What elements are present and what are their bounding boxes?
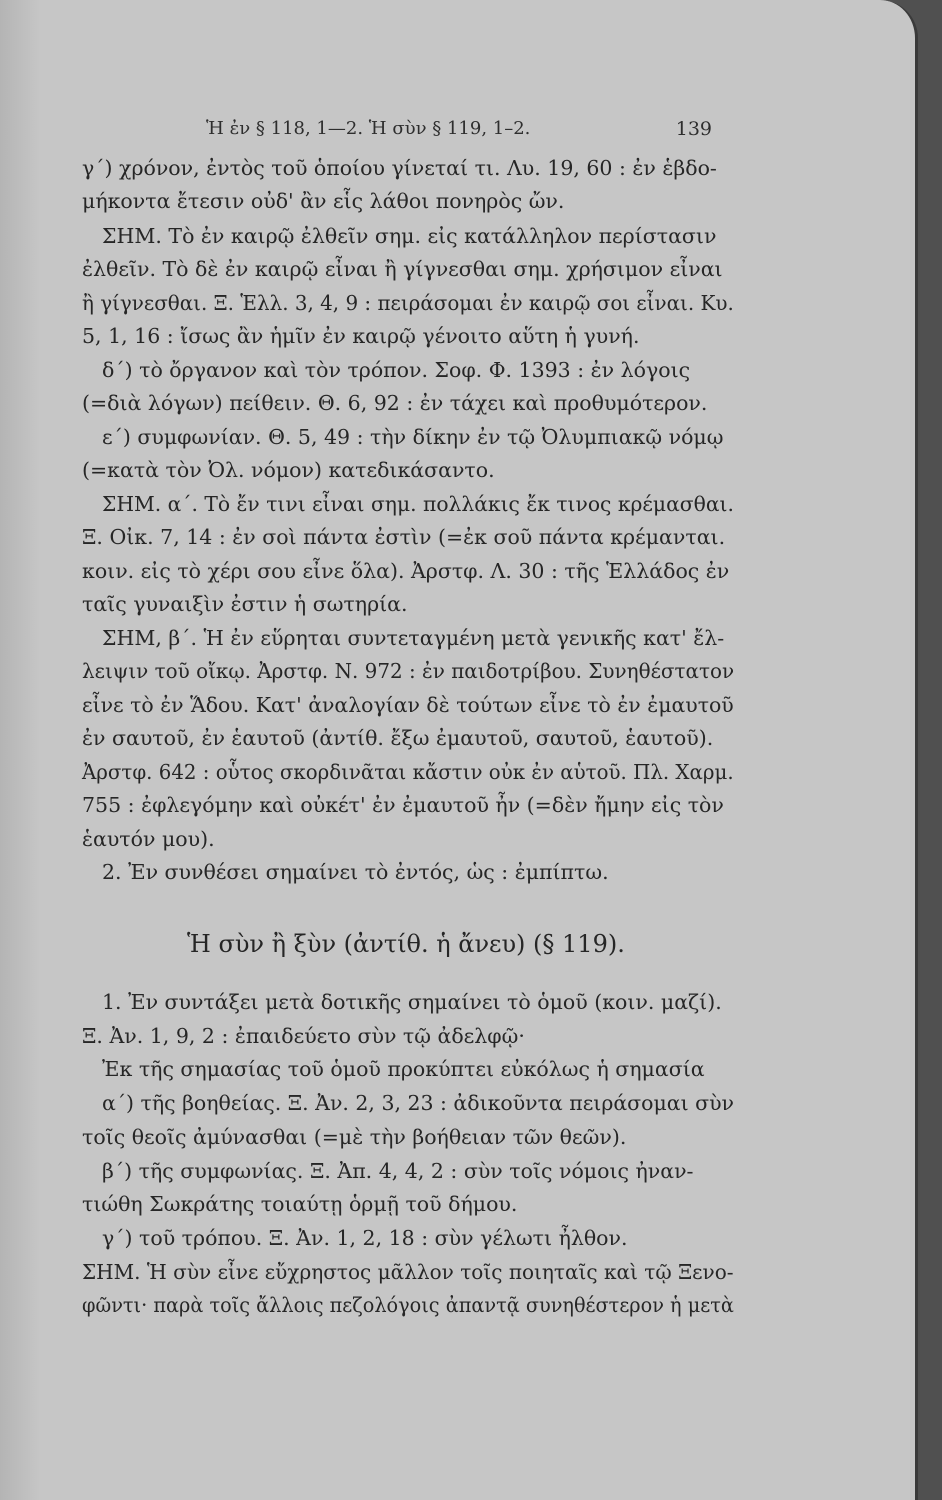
- text-line: τοῖς θεοῖς ἀμύνασθαι (=μὲ τὴν βοήθειαν τῶν θεῶν).: [82, 1125, 627, 1149]
- text-line: γ΄) χρόνον, ἐντὸς τοῦ ὁποίου γίνεταί τι. Λυ. 19, 60 : ἐν ἑβδο-: [82, 156, 717, 180]
- text-line: (=διὰ λόγων) πείθειν. Θ. 6, 92 : ἐν τάχει καὶ προθυμότερον.: [82, 391, 708, 415]
- text-line: κοιν. εἰς τὸ χέρι σου εἶνε ὅλα). Ἀρστφ. Λ. 30 : τῆς Ἑλλάδος ἐν: [82, 559, 730, 583]
- text-line: ταῖς γυναιξὶν ἐστιν ἡ σωτηρία.: [82, 592, 408, 616]
- text-line: ἢ γίγνεσθαι. Ξ. Ἑλλ. 3, 4, 9 : πειράσομαι ἐν καιρῷ σοι εἶναι. Κυ.: [82, 291, 734, 315]
- text-line: ΣΗΜ. α΄. Τὸ ἔν τινι εἶναι σημ. πολλάκις ἔκ τινος κρέμασθαι.: [102, 492, 734, 516]
- text-line: φῶντι· παρὰ τοῖς ἄλλοις πεζολόγοις ἀπαντᾷ συνηθέστερον ἡ μετὰ: [82, 1293, 734, 1317]
- text-line: Ξ. Ἀν. 1, 9, 2 : ἐπαιδεύετο σὺν τῷ ἀδελφῷ·: [82, 1024, 525, 1048]
- text-line: ἐν σαυτοῦ, ἐν ἑαυτοῦ (ἀντίθ. ἔξω ἐμαυτοῦ, σαυτοῦ, ἑαυτοῦ).: [82, 726, 714, 750]
- text-line: λειψιν τοῦ οἴκῳ. Ἀρστφ. Ν. 972 : ἐν παιδοτρίβου. Συνηθέστατον: [82, 659, 735, 683]
- text-line: ἐλθεῖν. Τὸ δὲ ἐν καιρῷ εἶναι ἢ γίγνεσθαι σημ. χρήσιμον εἶναι: [82, 257, 723, 281]
- text-line: τιώθη Σωκράτης τοιαύτῃ ὁρμῇ τοῦ δήμου.: [82, 1192, 518, 1216]
- text-line: δ΄) τὸ ὄργανον καὶ τὸν τρόπον. Σοφ. Φ. 1393 : ἐν λόγοις: [102, 358, 691, 382]
- text-line: ΣΗΜ. Ἡ σὺν εἶνε εὔχρηστος μᾶλλον τοῖς ποιηταῖς καὶ τῷ Ξενο-: [82, 1260, 734, 1284]
- page-number: 139: [675, 118, 712, 140]
- text-line: (=κατὰ τὸν Ὀλ. νόμον) κατεδικάσαντο.: [82, 458, 495, 482]
- text-line: Ἀρστφ. 642 : οὗτος σκορδινᾶται κἄστιν οὐκ ἐν αὑτοῦ. Πλ. Χαρμ.: [82, 760, 734, 784]
- page-header: [82, 118, 712, 148]
- text-line: ΣΗΜ. Τὸ ἐν καιρῷ ἐλθεῖν σημ. εἰς κατάλληλον περίστασιν: [102, 224, 717, 248]
- text-line: Ξ. Οἰκ. 7, 14 : ἐν σοὶ πάντα ἐστὶν (=ἐκ σοῦ πάντα κρέμανται.: [82, 525, 726, 549]
- text-line: 1. Ἐν συντάξει μετὰ δοτικῆς σημαίνει τὸ ὁμοῦ (κοιν. μαζί).: [102, 990, 722, 1014]
- section-heading: Ἡ σὺν ἢ ξὺν (ἀντίθ. ἡ ἄνευ) (§ 119).: [187, 930, 625, 958]
- text-line: β΄) τῆς συμφωνίας. Ξ. Ἀπ. 4, 4, 2 : σὺν τοῖς νόμοις ἠναν-: [102, 1159, 694, 1183]
- text-line: 755 : ἐφλεγόμην καὶ οὐκέτ' ἐν ἐμαυτοῦ ἦν (=δὲν ἤμην εἰς τὸν: [82, 793, 724, 817]
- text-line: Ἐκ τῆς σημασίας τοῦ ὁμοῦ προκύπτει εὐκόλως ἡ σημασία: [102, 1057, 705, 1081]
- text-line: ΣΗΜ, β΄. Ἡ ἐν εὕρηται συντεταγμένη μετὰ γενικῆς κατ' ἔλ-: [102, 626, 725, 650]
- text-line: ε΄) συμφωνίαν. Θ. 5, 49 : τὴν δίκην ἐν τῷ Ὀλυμπιακῷ νόμῳ: [102, 425, 724, 449]
- text-line: α΄) τῆς βοηθείας. Ξ. Ἀν. 2, 3, 23 : ἀδικοῦντα πειράσομαι σὺν: [102, 1091, 734, 1115]
- running-title: Ἡ ἐν § 118, 1—2. Ἡ σὺν § 119, 1–2.: [206, 118, 531, 139]
- text-line: εἶνε τὸ ἐν Ἅδου. Κατ' ἀναλογίαν δὲ τούτων εἶνε τὸ ἐν ἐμαυτοῦ: [82, 693, 734, 717]
- text-line: μήκοντα ἔτεσιν οὐδ' ἂν εἷς λάθοι πονηρὸς ὤν.: [82, 189, 565, 213]
- text-line: ἑαυτόν μου).: [82, 827, 215, 851]
- text-line: 5, 1, 16 : ἴσως ἂν ἡμῖν ἐν καιρῷ γένοιτο αὕτη ἡ γυνή.: [82, 324, 640, 348]
- text-line: γ΄) τοῦ τρόπου. Ξ. Ἀν. 1, 2, 18 : σὺν γέλωτι ἦλθον.: [102, 1226, 628, 1250]
- text-line: 2. Ἐν συνθέσει σημαίνει τὸ ἐντός, ὡς : ἐμπίπτω.: [102, 860, 609, 884]
